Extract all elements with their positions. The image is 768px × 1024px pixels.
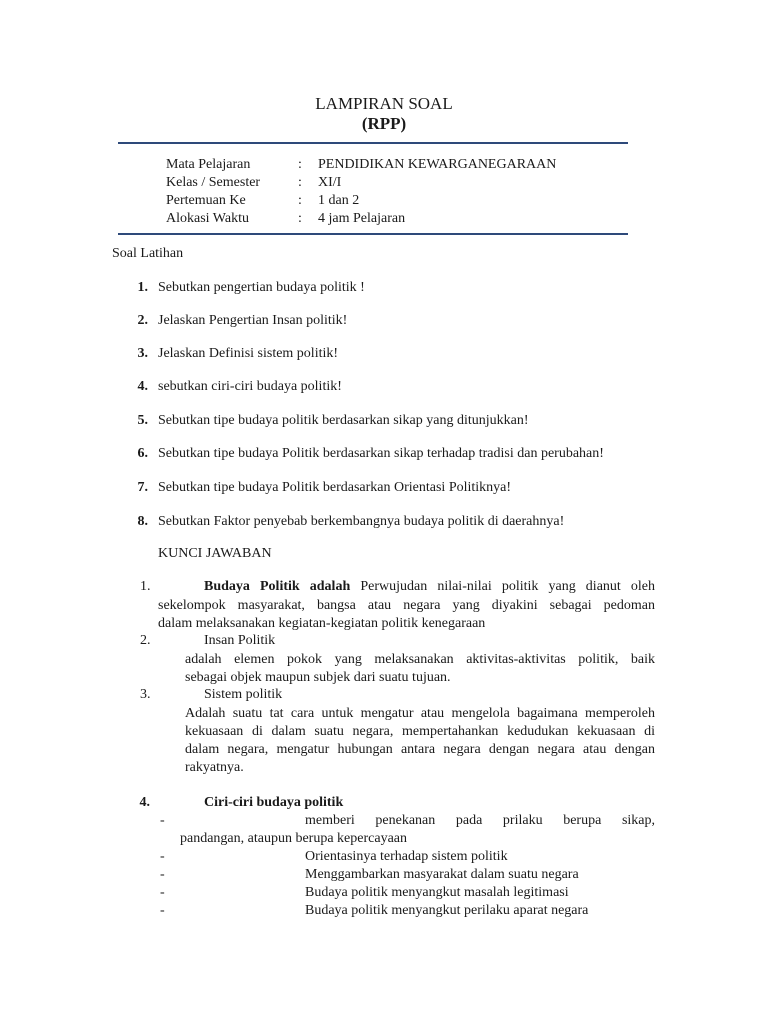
info-label: Kelas / Semester — [166, 175, 261, 190]
info-colon: : — [298, 157, 302, 172]
question-number: 3. — [137, 346, 148, 361]
answer-number: 2. — [140, 633, 151, 648]
section-heading-kunci: KUNCI JAWABAN — [158, 546, 272, 561]
top-divider — [118, 142, 628, 144]
question-number: 4. — [137, 379, 148, 394]
question-text: sebutkan ciri-ciri budaya politik! — [158, 379, 342, 394]
bullet-dash: - — [160, 903, 165, 918]
answer-text: Perwujudan nilai-nilai politik yang dianut oleh — [360, 579, 655, 594]
bullet-text: Orientasinya terhadap sistem politik — [305, 849, 508, 864]
info-label: Mata Pelajaran — [166, 157, 251, 172]
answer-line: kekuasaan di dalam suatu negara, mempertahankan kedudukan kekuasaan di — [185, 724, 655, 739]
document-subtitle: (RPP) — [361, 114, 407, 133]
bullet-dash: - — [160, 849, 165, 864]
question-text: Sebutkan pengertian budaya politik ! — [158, 280, 365, 295]
bullet-continuation: pandangan, ataupun berupa kepercayaan — [180, 831, 407, 846]
bullet-text: memberi penekanan pada prilaku berupa sikap, — [305, 813, 655, 828]
question-text: Sebutkan tipe budaya Politik berdasarkan Orientasi Politiknya! — [158, 480, 512, 495]
info-value: 1 dan 2 — [318, 193, 360, 208]
question-text: Jelaskan Pengertian Insan politik! — [158, 313, 348, 328]
answer-line: dalam melaksanakan kegiatan-kegiatan politik kenegaraan — [158, 616, 486, 631]
answer-number: 3. — [140, 687, 151, 702]
question-number: 8. — [137, 514, 148, 529]
bottom-divider — [118, 233, 628, 235]
bullet-dash: - — [160, 813, 165, 828]
answer-term: Ciri-ciri budaya politik — [204, 795, 344, 810]
section-heading-soal: Soal Latihan — [112, 246, 184, 261]
question-number: 6. — [137, 446, 148, 461]
answer-line: dalam negara, mengatur hubungan antara negara dengan negara atau dengan — [185, 742, 655, 757]
info-label: Alokasi Waktu — [166, 211, 249, 226]
question-text: Jelaskan Definisi sistem politik! — [158, 346, 339, 361]
question-text: Sebutkan tipe budaya politik berdasarkan sikap yang ditunjukkan! — [158, 413, 529, 428]
answer-number: 1. — [140, 579, 151, 594]
info-colon: : — [298, 175, 302, 190]
bullet-text: Menggambarkan masyarakat dalam suatu negara — [305, 867, 579, 882]
answer-term: Sistem politik — [204, 687, 283, 702]
answer-line: Adalah suatu tat cara untuk mengatur atau mengelola bagaimana memperoleh — [185, 706, 655, 721]
question-number: 5. — [137, 413, 148, 428]
info-label: Pertemuan Ke — [166, 193, 246, 208]
question-text: Sebutkan tipe budaya Politik berdasarkan sikap terhadap tradisi dan perubahan! — [158, 446, 604, 461]
question-number: 2. — [137, 313, 148, 328]
answer-line: adalah elemen pokok yang melaksanakan aktivitas-aktivitas politik, baik — [185, 652, 655, 667]
question-number: 7. — [137, 480, 148, 495]
answer-number: 4. — [139, 795, 150, 810]
answer-line: rakyatnya. — [185, 760, 244, 775]
bullet-text: Budaya politik menyangkut masalah legitimasi — [305, 885, 569, 900]
info-value: XI/I — [318, 175, 342, 190]
bullet-dash: - — [160, 885, 165, 900]
info-value: PENDIDIKAN KEWARGANEGARAAN — [318, 157, 557, 172]
answer-term: Budaya Politik adalah — [204, 579, 351, 594]
question-number: 1. — [137, 280, 148, 295]
info-colon: : — [298, 193, 302, 208]
question-text: Sebutkan Faktor penyebab berkembangnya budaya politik di daerahnya! — [158, 514, 565, 529]
answer-term: Insan Politik — [204, 633, 276, 648]
bullet-text: Budaya politik menyangkut perilaku aparat negara — [305, 903, 589, 918]
document-title: LAMPIRAN SOAL — [315, 94, 453, 113]
answer-line: sekelompok masyarakat, bangsa atau negara yang diyakini sebagai pedoman — [158, 598, 655, 613]
info-colon: : — [298, 211, 302, 226]
answer-line: sebagai objek maupun subjek dari suatu tujuan. — [185, 670, 451, 685]
bullet-dash: - — [160, 867, 165, 882]
answer-line — [204, 578, 655, 596]
info-value: 4 jam Pelajaran — [318, 211, 406, 226]
